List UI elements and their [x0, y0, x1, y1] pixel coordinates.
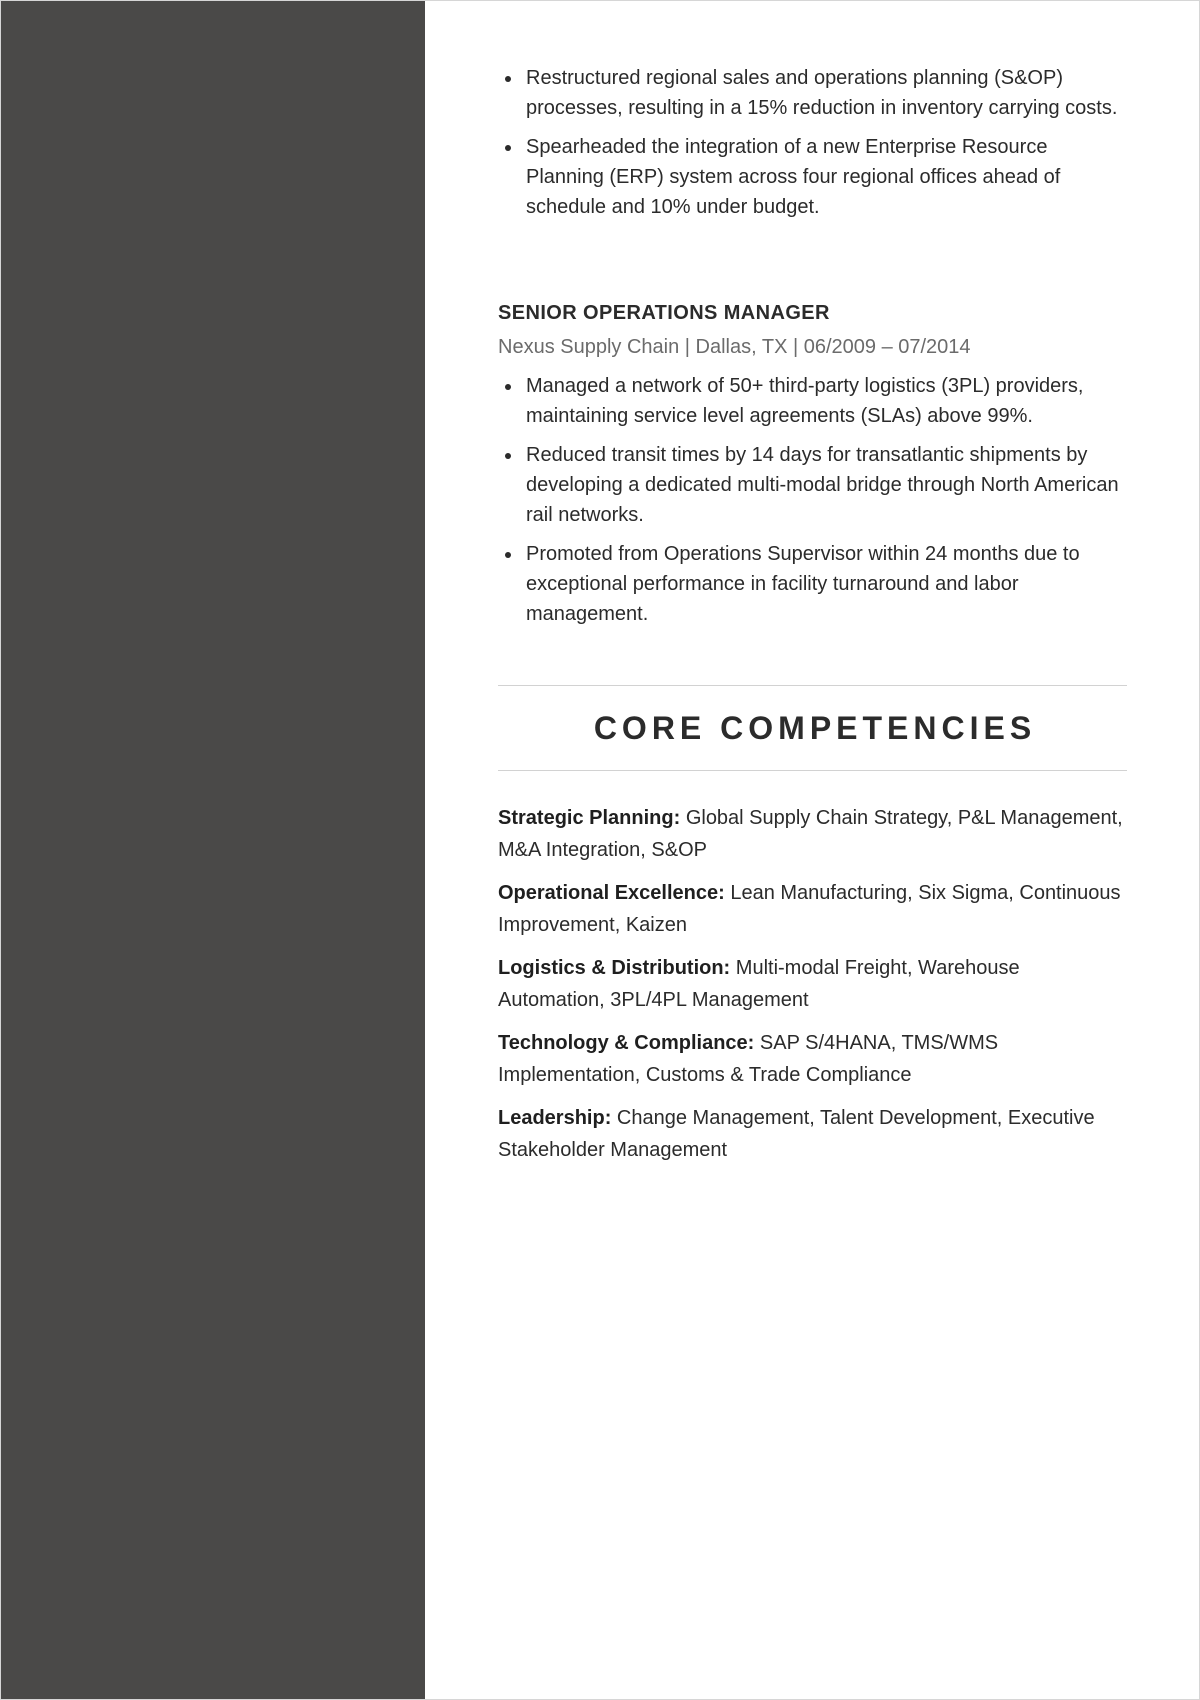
competency-label: Strategic Planning:	[498, 807, 681, 829]
list-item: Promoted from Operations Supervisor within 24 months due to exceptional performance in facility turnaround and labor management.	[498, 539, 1127, 629]
competency-text: SAP S/4HANA, TMS/WMS Implementation, Customs & Trade Compliance	[498, 1032, 999, 1086]
job-entry	[498, 299, 1127, 638]
list-item: Restructured regional sales and operations planning (S&OP) processes, resulting in a 15% reduction in inventory carrying costs.	[498, 63, 1127, 123]
list-item: Spearheaded the integration of a new Enterprise Resource Planning (ERP) system across four regional offices ahead of schedule and 10% under budget.	[498, 132, 1127, 222]
section-header	[498, 685, 1127, 771]
job-bullets	[498, 371, 1127, 629]
competency-item	[498, 802, 1127, 866]
job-meta: Nexus Supply Chain | Dallas, TX | 06/2009 – 07/2014	[498, 336, 971, 358]
competency-label: Operational Excellence:	[498, 882, 725, 904]
sidebar-panel	[1, 1, 425, 1699]
section-title: CORE COMPETENCIES	[593, 709, 1037, 746]
competency-text: Global Supply Chain Strategy, P&L Management, M&A Integration, S&OP	[498, 807, 1123, 861]
competencies-list	[498, 802, 1127, 1177]
list-item: Managed a network of 50+ third-party logistics (3PL) providers, maintaining service level agreements (SLAs) above 99%.	[498, 371, 1127, 431]
previous-role-bullets	[498, 63, 1127, 231]
list-item: Reduced transit times by 14 days for transatlantic shipments by developing a dedicated multi-modal bridge through North American rail networks.	[498, 440, 1127, 530]
competency-item	[498, 1102, 1127, 1166]
job-title: SENIOR OPERATIONS MANAGER	[498, 302, 830, 324]
competency-label: Technology & Compliance:	[498, 1032, 755, 1054]
competency-text: Lean Manufacturing, Six Sigma, Continuous Improvement, Kaizen	[498, 882, 1121, 936]
competency-item	[498, 1027, 1127, 1091]
competency-text: Multi-modal Freight, Warehouse Automation, 3PL/4PL Management	[498, 957, 1020, 1011]
competency-item	[498, 877, 1127, 941]
competency-item	[498, 952, 1127, 1016]
competency-label: Logistics & Distribution:	[498, 957, 731, 979]
competency-label: Leadership:	[498, 1107, 612, 1129]
competency-text: Change Management, Talent Development, Executive Stakeholder Management	[498, 1107, 1095, 1161]
